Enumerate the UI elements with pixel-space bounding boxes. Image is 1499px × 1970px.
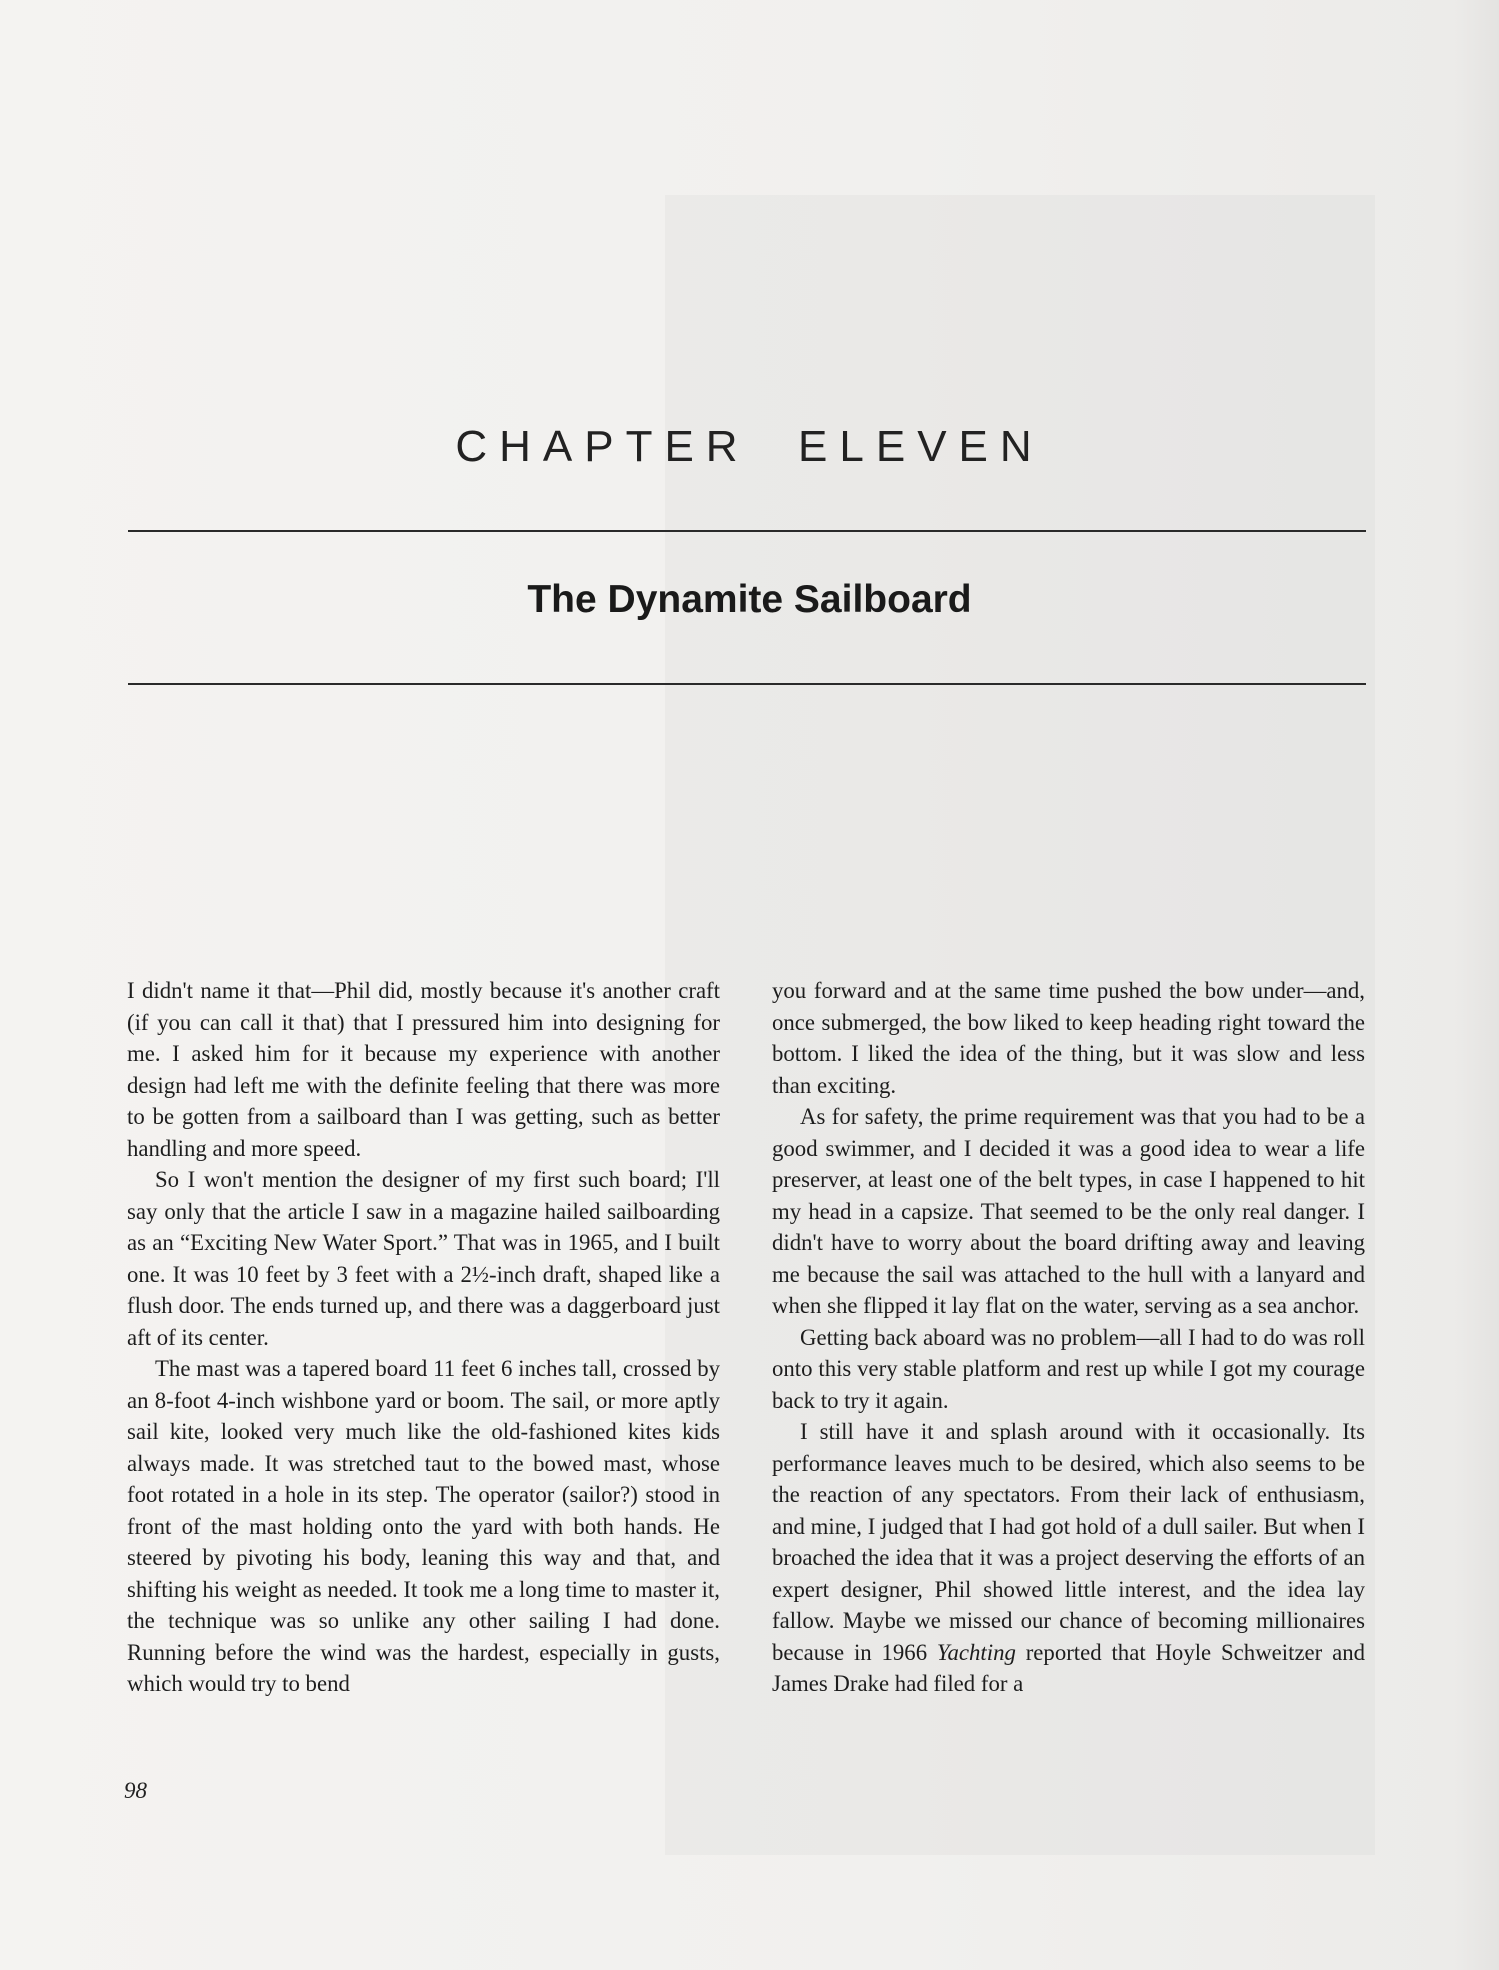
- magazine-name: Yachting: [936, 1639, 1016, 1665]
- paragraph: So I won't mention the designer of my first such board; I'll say only that the article I saw in a magazine hailed sailboarding as an “Exciting New Water Sport.” That was in 1965, and I built one. It was 10 feet by 3 feet with a 2½-inch draft, shaped like a flush door. The ends turned up, and there was a daggerboard just aft of its center.: [127, 1167, 720, 1350]
- paragraph: The mast was a tapered board 11 feet 6 inches tall, crossed by an 8-foot 4-inch wishbone yard or boom. The sail, or more aptly sail kite, looked very much like the old-fashioned kites kids always made. It was stretched taut to the bowed mast, whose foot rotated in a hole in its step. The operator (sailor?) stood in front of the mast holding onto the yard with both hands. He steered by pivoting his body, leaning this way and that, and shifting his weight as needed. It took me a long time to master it, the technique was so unlike any other sailing I had done. Running before the wind was the hardest, especially in gusts, which would try to bend: [127, 1356, 720, 1696]
- paragraph: I didn't name it that—Phil did, mostly because it's another craft (if you can call it that) that I pressured him into designing for me. I asked him for it because my experience with another design had left me with the definite feeling that there was more to be gotten from a sailboard than I was getting, such as better handling and more speed.: [127, 978, 720, 1161]
- paragraph: As for safety, the prime requirement was that you had to be a good swimmer, and I decided it was a good idea to wear a life preserver, at least one of the belt types, in case I happened to hit my head in a capsize. That seemed to be the only real danger. I didn't have to worry about the board drifting away and leaving me because the sail was attached to the hull with a lanyard and when she flipped it lay flat on the water, serving as a sea anchor.: [772, 1104, 1365, 1318]
- paragraph: [772, 1416, 1365, 1700]
- paragraph-text: I still have it and splash around with it occasionally. Its performance leaves much to be desired, which also seems to be the reaction of any spectators. From their lack of enthusiasm, and mine, I judged that I had got hold of a dull sailer. But when I broached the idea that it was a project deserving the efforts of an expert designer, Phil showed little interest, and the idea lay fallow. Maybe we missed our chance of becoming millionaires because in 1966: [772, 1419, 1365, 1665]
- page-number: 98: [124, 1778, 147, 1803]
- top-rule: [128, 530, 1366, 532]
- left-column: [127, 975, 720, 1700]
- right-column: [772, 975, 1365, 1700]
- chapter-label: CHAPTER ELEVEN: [455, 422, 1044, 471]
- paragraph-text: reported that Hoyle Schweitzer and James Drake had filed for a: [772, 1639, 1365, 1696]
- chapter-title: The Dynamite Sailboard: [527, 578, 972, 621]
- bottom-rule: [128, 683, 1366, 685]
- paragraph: you forward and at the same time pushed the bow under—and, once submerged, the bow liked to keep heading right toward the bottom. I liked the idea of the thing, but it was slow and less than exciting.: [772, 978, 1365, 1098]
- paragraph: Getting back aboard was no problem—all I had to do was roll onto this very stable platform and rest up while I got my courage back to try it again.: [772, 1324, 1365, 1413]
